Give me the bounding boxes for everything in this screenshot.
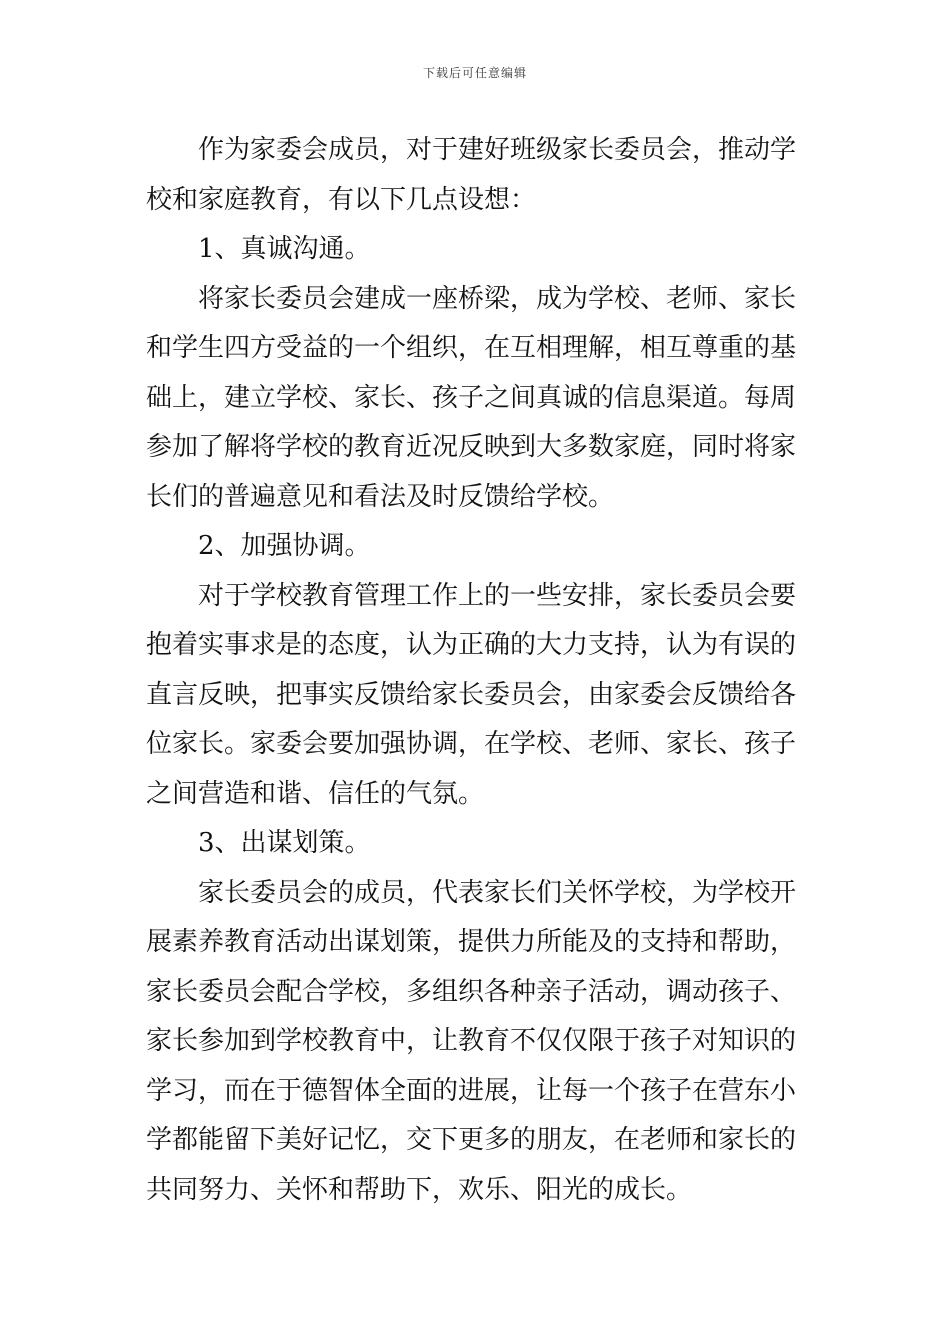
section-heading: 2、加强协调。: [198, 531, 371, 561]
text-line: 家长参加到学校教育中，让教育不仅仅限于孩子对知识的: [146, 1026, 797, 1056]
text-line: 位家长。家委会要加强协调，在学校、老师、家长、孩子: [146, 729, 797, 759]
document-body: [146, 126, 810, 1215]
text-line: 参加了解将学校的教育近况反映到大多数家庭，同时将家: [146, 432, 797, 462]
text-line: 将家长委员会建成一座桥梁，成为学校、老师、家长: [198, 283, 797, 314]
text-line: 展素养教育活动出谋划策，提供力所能及的支持和帮助，: [146, 927, 797, 957]
header-note: 下载后可任意编辑: [422, 66, 527, 80]
section-heading: 3、出谋划策。: [198, 828, 371, 858]
text-line: 之间营造和谐、信任的气氛。: [146, 778, 485, 809]
text-line: 长们的普遍意见和看法及时反馈给学校。: [146, 481, 615, 512]
text-line: 共同努力、关怀和帮助下，欢乐、阳光的成长。: [146, 1174, 693, 1205]
text-line: 抱着实事求是的态度，认为正确的大力支持，认为有误的: [146, 630, 797, 660]
text-line: 对于学校教育管理工作上的一些安排，家长委员会要: [198, 580, 797, 611]
text-line: 作为家委会成员，对于建好班级家长委员会，推动学: [198, 135, 797, 165]
text-line: 校和家庭教育，有以下几点设想：: [146, 184, 537, 215]
text-line: 和学生四方受益的一个组织，在互相理解，相互尊重的基: [146, 333, 797, 363]
text-line: 家长委员会的成员，代表家长们关怀学校，为学校开: [198, 877, 797, 908]
text-line: 家长委员会配合学校，多组织各种亲子活动，调动孩子、: [146, 976, 797, 1007]
text-line: 学习，而在于德智体全面的进展，让每一个孩子在营东小: [146, 1075, 797, 1106]
section-heading: 1、真诚沟通。: [198, 234, 371, 264]
text-line: 直言反映，把事实反馈给家长委员会，由家委会反馈给各: [146, 679, 797, 710]
text-line: 础上，建立学校、家长、孩子之间真诚的信息渠道。每周: [146, 382, 797, 413]
text-line: 学都能留下美好记忆，交下更多的朋友，在老师和家长的: [146, 1125, 797, 1155]
